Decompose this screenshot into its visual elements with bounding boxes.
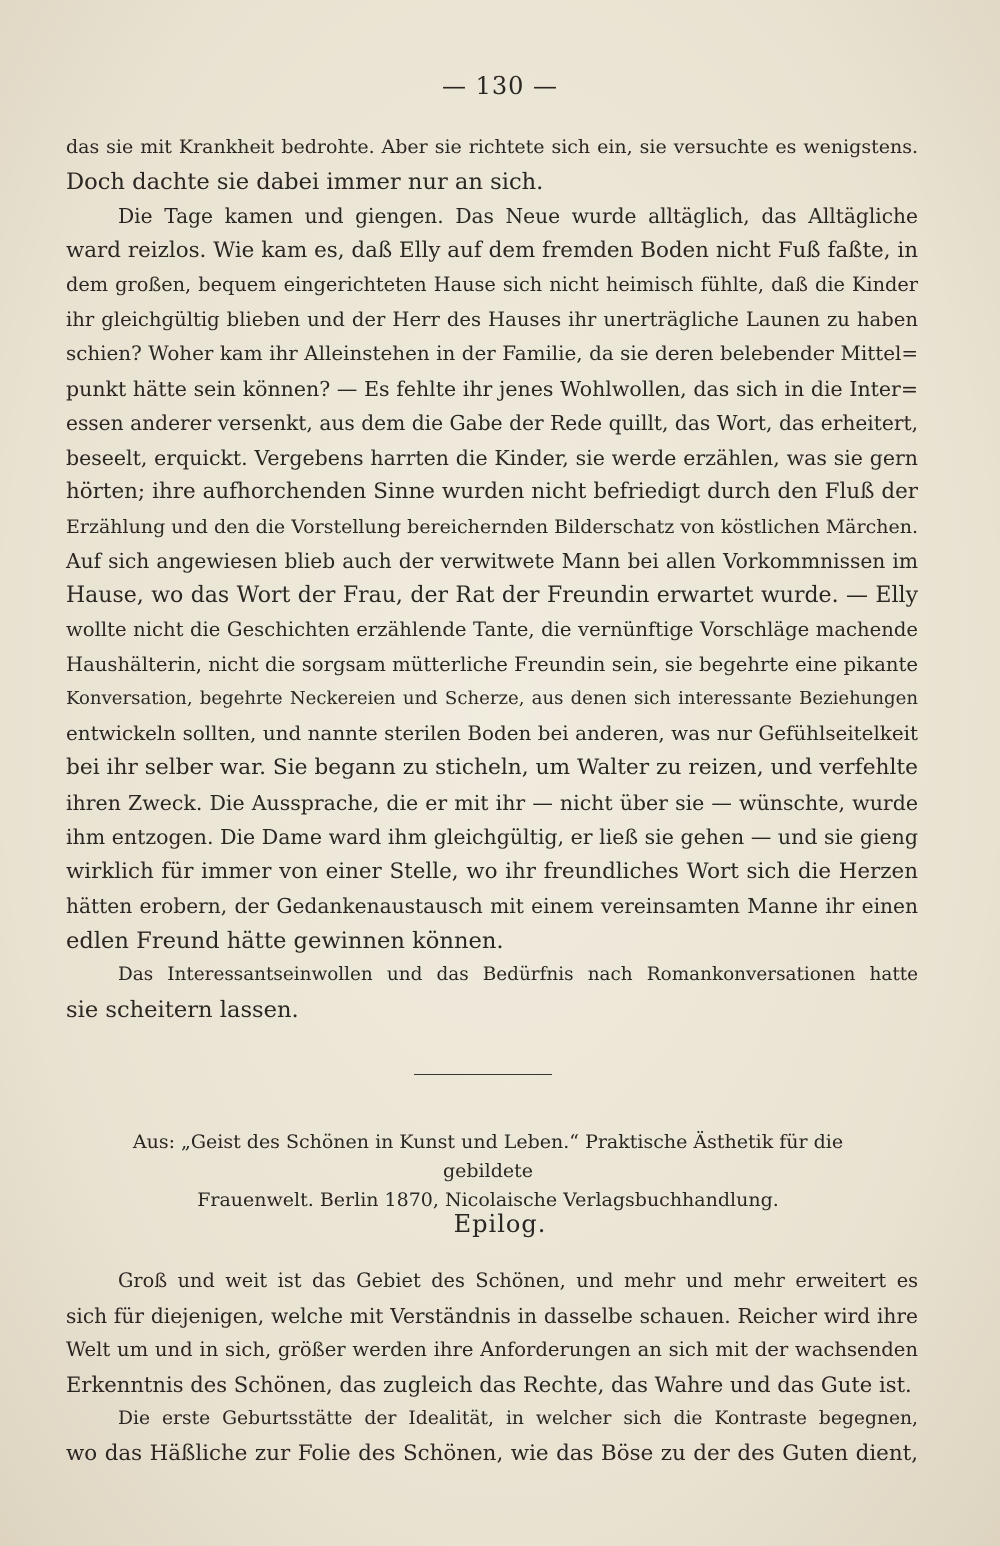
section-heading: Epilog. bbox=[453, 1210, 547, 1238]
text-line: Auf sich angewiesen blieb auch der verwitwete Mann bei allen Vorkommnissen im bbox=[66, 549, 918, 573]
text-line: Groß und weit ist das Gebiet des Schönen, und mehr und mehr erweitert es bbox=[118, 1269, 918, 1292]
text-line: ihm entzogen. Die Dame ward ihm gleichgültig, er ließ sie gehen — und sie gieng bbox=[66, 825, 918, 849]
text-line: Erzählung und den die Vorstellung bereichernden Bilderschatz von köstlichen Märchen. bbox=[66, 515, 918, 538]
text-line: wo das Häßliche zur Folie des Schönen, wie das Böse zu der des Guten dient, bbox=[66, 1440, 918, 1466]
text-line: Haushälterin, nicht die sorgsam mütterliche Freundin sein, sie begehrte eine pikante bbox=[66, 652, 918, 676]
text-line: sie scheitern lassen. bbox=[66, 996, 299, 1023]
text-line: ihren Zweck. Die Aussprache, die er mit ihr — nicht über sie — wünschte, wurde bbox=[66, 790, 918, 815]
text-line: Das Interessantseinwollen und das Bedürfnis nach Romankonversationen hatte bbox=[118, 964, 918, 985]
text-line: Erkenntnis des Schönen, das zugleich das Rechte, das Wahre und das Gute ist. bbox=[66, 1371, 912, 1397]
text-line: beseelt, erquickt. Vergebens harrten die Kinder, sie werde erzählen, was sie gern bbox=[66, 445, 918, 470]
main-text bbox=[66, 130, 918, 1027]
text-line: edlen Freund hätte gewinnen können. bbox=[66, 927, 504, 954]
source-citation bbox=[88, 1128, 888, 1215]
text-line: ihr gleichgültig blieben und der Herr des Hauses ihr unerträgliche Launen zu haben bbox=[66, 307, 918, 331]
section-divider bbox=[414, 1074, 552, 1075]
text-line: dem großen, bequem eingerichteten Hause sich nicht heimisch fühlte, daß die Kinder bbox=[66, 273, 918, 296]
text-line: das sie mit Krankheit bedrohte. Aber sie richtete sich ein, sie versuchte es wenigstens. bbox=[66, 136, 918, 158]
text-line: entwickeln sollten, und nannte sterilen Boden bei anderen, was nur Gefühlseitelkeit bbox=[66, 721, 918, 745]
text-line: Doch dachte sie dabei immer nur an sich. bbox=[66, 168, 544, 195]
text-line: Hause, wo das Wort der Frau, der Rat der Freundin erwartet wurde. — Elly bbox=[66, 582, 918, 608]
text-line: sich für diejenigen, welche mit Verständnis in dasselbe schauen. Reicher wird ihre bbox=[66, 1303, 918, 1328]
text-line: essen anderer versenkt, aus dem die Gabe der Rede quillt, das Wort, das erheitert, bbox=[66, 411, 918, 435]
page-number: — 130 — bbox=[441, 72, 559, 100]
text-line: hörten; ihre aufhorchenden Sinne wurden nicht befriedigt durch den Fluß der bbox=[66, 479, 918, 504]
text-line: schien? Woher kam ihr Alleinstehen in der Familie, da sie deren belebender Mittel= bbox=[66, 342, 918, 365]
text-line: wollte nicht die Geschichten erzählende Tante, die vernünftige Vorschläge machende bbox=[66, 618, 918, 641]
text-line: Die Tage kamen und giengen. Das Neue wurde alltäglich, das Alltägliche bbox=[118, 204, 918, 228]
epilog-text bbox=[66, 1264, 918, 1471]
text-line: bei ihr selber war. Sie begann zu sticheln, um Walter zu reizen, und verfehlte bbox=[66, 755, 918, 780]
text-line: Die erste Geburtsstätte der Idealität, in welcher sich die Kontraste begegnen, bbox=[118, 1408, 918, 1429]
text-line: Konversation, begehrte Neckereien und Scherze, aus denen sich interessante Beziehungen bbox=[66, 688, 918, 709]
text-line: ward reizlos. Wie kam es, daß Elly auf dem fremden Boden nicht Fuß faßte, in bbox=[66, 237, 918, 263]
source-line: Aus: „Geist des Schönen in Kunst und Leben.“ Praktische Ästhetik für die gebildete bbox=[132, 1131, 844, 1182]
text-line: wirklich für immer von einer Stelle, wo ihr freundliches Wort sich die Herzen bbox=[66, 858, 918, 884]
text-line: punkt hätte sein können? — Es fehlte ihr jenes Wohlwollen, das sich in die Inter= bbox=[66, 376, 918, 401]
text-line: hätten erobern, der Gedankenaustausch mit einem vereinsamten Manne ihr einen bbox=[66, 894, 918, 918]
text-line: Welt um und in sich, größer werden ihre Anforderungen an sich mit der wachsenden bbox=[66, 1338, 918, 1361]
source-line: Frauenwelt. Berlin 1870, Nicolaische Verlagsbuchhandlung. bbox=[197, 1189, 779, 1211]
